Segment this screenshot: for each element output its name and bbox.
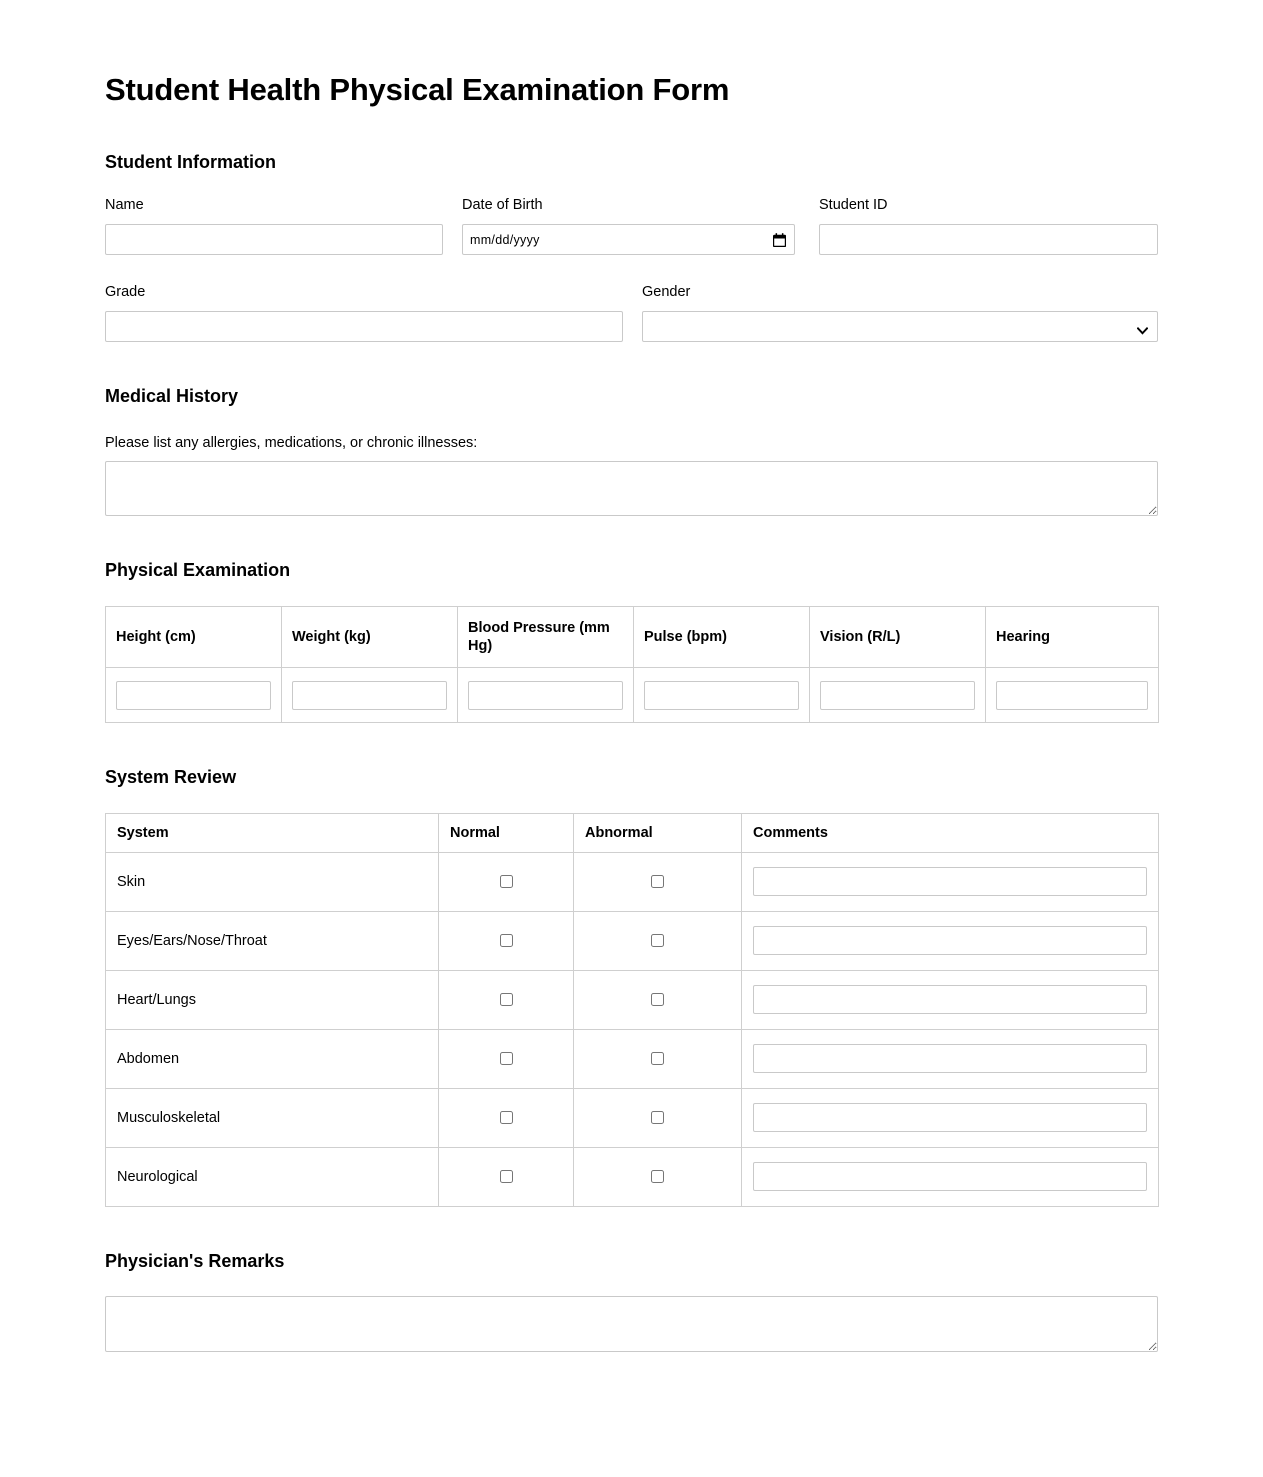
field-grade <box>105 283 642 342</box>
abnormal-checkbox[interactable] <box>651 875 664 888</box>
comments-cell <box>742 852 1159 911</box>
normal-cell <box>439 1147 574 1206</box>
exam-header-vision: Vision (R/L) <box>810 606 986 667</box>
height-input[interactable] <box>116 681 271 710</box>
comments-input[interactable] <box>753 867 1147 896</box>
exam-header-height: Height (cm) <box>106 606 282 667</box>
field-gender <box>642 283 1158 342</box>
abnormal-checkbox[interactable] <box>651 1111 664 1124</box>
exam-header-hearing: Hearing <box>986 606 1159 667</box>
field-name <box>105 196 462 255</box>
comments-cell <box>742 970 1159 1029</box>
abnormal-cell <box>574 911 742 970</box>
pulse-input[interactable] <box>644 681 799 710</box>
review-header-comments: Comments <box>742 813 1159 852</box>
comments-cell <box>742 1088 1159 1147</box>
review-header-normal: Normal <box>439 813 574 852</box>
exam-header-pulse: Pulse (bpm) <box>634 606 810 667</box>
normal-cell <box>439 970 574 1029</box>
comments-input[interactable] <box>753 1044 1147 1073</box>
exam-cell-blood-pressure <box>458 668 634 723</box>
normal-checkbox[interactable] <box>500 1052 513 1065</box>
field-student-id <box>819 196 1158 255</box>
system-name-cell: Eyes/Ears/Nose/Throat <box>106 911 439 970</box>
blood-pressure-input[interactable] <box>468 681 623 710</box>
exam-cell-vision <box>810 668 986 723</box>
label-date-of-birth: Date of Birth <box>462 197 543 214</box>
abnormal-cell <box>574 1029 742 1088</box>
review-header-row <box>106 813 1159 852</box>
section-heading-physical-examination: Physical Examination <box>105 560 291 581</box>
normal-cell <box>439 911 574 970</box>
label-grade: Grade <box>105 284 146 301</box>
page-title: Student Health Physical Examination Form <box>105 72 730 107</box>
weight-input[interactable] <box>292 681 447 710</box>
physician-remarks-textarea[interactable] <box>105 1296 1158 1352</box>
system-name-cell: Abdomen <box>106 1029 439 1088</box>
table-row <box>106 852 1159 911</box>
table-row <box>106 1147 1159 1206</box>
table-row <box>106 1088 1159 1147</box>
comments-cell <box>742 911 1159 970</box>
normal-checkbox[interactable] <box>500 934 513 947</box>
abnormal-checkbox[interactable] <box>651 1170 664 1183</box>
table-row <box>106 911 1159 970</box>
label-student-id: Student ID <box>819 197 888 214</box>
system-name-cell: Musculoskeletal <box>106 1088 439 1147</box>
hearing-input[interactable] <box>996 681 1148 710</box>
date-of-birth-wrapper <box>462 224 795 255</box>
gender-select-wrapper <box>642 311 1158 342</box>
comments-cell <box>742 1029 1159 1088</box>
student-id-input[interactable] <box>819 224 1158 255</box>
section-heading-system-review: System Review <box>105 767 237 788</box>
name-input[interactable] <box>105 224 443 255</box>
grade-input[interactable] <box>105 311 623 342</box>
exam-cell-hearing <box>986 668 1159 723</box>
comments-input[interactable] <box>753 1103 1147 1132</box>
comments-input[interactable] <box>753 1162 1147 1191</box>
medical-history-textarea[interactable] <box>105 461 1158 516</box>
abnormal-checkbox[interactable] <box>651 993 664 1006</box>
normal-checkbox[interactable] <box>500 875 513 888</box>
label-gender: Gender <box>642 284 691 301</box>
student-info-row-1 <box>105 196 1158 255</box>
field-date-of-birth <box>462 196 819 255</box>
physical-examination-table <box>105 606 1159 723</box>
abnormal-checkbox[interactable] <box>651 934 664 947</box>
label-name: Name <box>105 197 144 214</box>
gender-select[interactable] <box>642 311 1158 342</box>
review-header-system: System <box>106 813 439 852</box>
normal-checkbox[interactable] <box>500 1170 513 1183</box>
exam-cell-pulse <box>634 668 810 723</box>
table-row <box>106 1029 1159 1088</box>
normal-cell <box>439 1029 574 1088</box>
abnormal-cell <box>574 852 742 911</box>
exam-cell-height <box>106 668 282 723</box>
medical-history-prompt: Please list any allergies, medications, or chronic illnesses: <box>105 434 478 451</box>
date-of-birth-input[interactable] <box>462 224 795 255</box>
abnormal-cell <box>574 970 742 1029</box>
comments-input[interactable] <box>753 985 1147 1014</box>
abnormal-cell <box>574 1147 742 1206</box>
exam-value-row <box>106 668 1159 723</box>
abnormal-checkbox[interactable] <box>651 1052 664 1065</box>
system-name-cell: Heart/Lungs <box>106 970 439 1029</box>
abnormal-cell <box>574 1088 742 1147</box>
exam-header-row <box>106 606 1159 667</box>
student-info-row-2 <box>105 283 1158 342</box>
comments-input[interactable] <box>753 926 1147 955</box>
comments-cell <box>742 1147 1159 1206</box>
normal-cell <box>439 1088 574 1147</box>
system-review-table <box>105 813 1159 1207</box>
normal-cell <box>439 852 574 911</box>
exam-header-blood-pressure: Blood Pressure (mm Hg) <box>458 606 634 667</box>
section-heading-medical-history: Medical History <box>105 385 239 406</box>
system-name-cell: Neurological <box>106 1147 439 1206</box>
normal-checkbox[interactable] <box>500 1111 513 1124</box>
table-row <box>106 970 1159 1029</box>
review-table-body <box>106 852 1159 1206</box>
exam-cell-weight <box>282 668 458 723</box>
review-header-abnormal: Abnormal <box>574 813 742 852</box>
section-heading-physician-remarks: Physician's Remarks <box>105 1250 285 1271</box>
normal-checkbox[interactable] <box>500 993 513 1006</box>
date-format-hint: mm/dd/yyyy <box>470 232 540 247</box>
system-name-cell: Skin <box>106 852 439 911</box>
section-heading-student-information: Student Information <box>105 151 276 172</box>
exam-header-weight: Weight (kg) <box>282 606 458 667</box>
physician-remarks-wrapper <box>105 1296 1158 1352</box>
vision-input[interactable] <box>820 681 975 710</box>
